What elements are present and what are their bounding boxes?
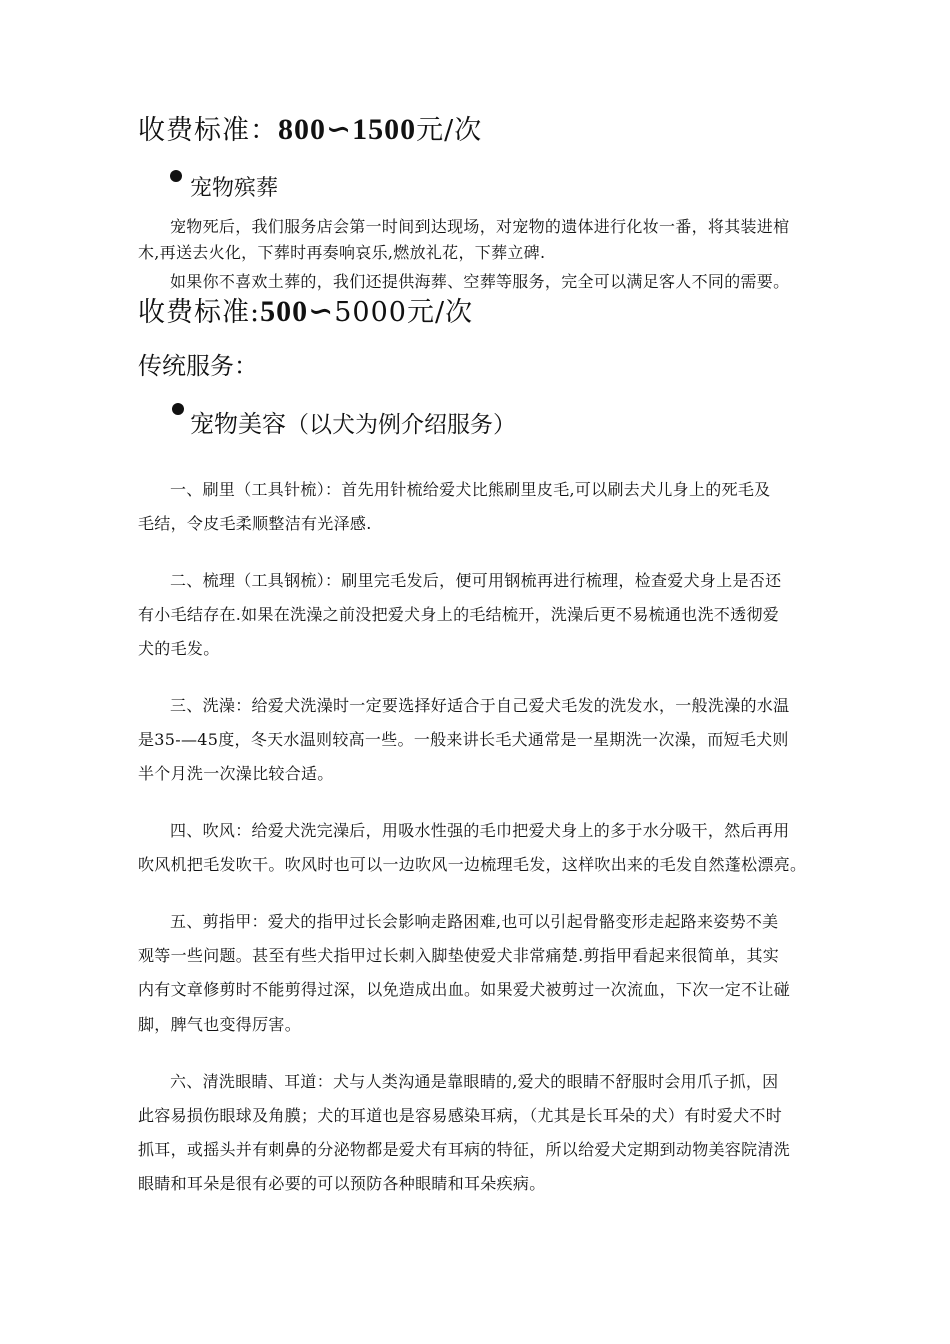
grooming-title: 宠物美容	[190, 410, 286, 438]
item-6-line: 此容易损伤眼球及角膜；犬的耳道也是容易感染耳病，（尤其是长耳朵的犬）有时爱犬不时	[138, 1106, 783, 1125]
fee-label: 收费标准:	[138, 297, 261, 328]
item-1-line: 毛结，令皮毛柔顺整洁有光泽感.	[138, 514, 372, 533]
fee-standard-1	[138, 108, 482, 147]
item-6-line: 六、清洗眼睛、耳道：犬与人类沟通是靠眼睛的,爱犬的眼睛不舒服时会用爪子抓，因	[170, 1072, 779, 1091]
paragraph-line: 如果你不喜欢土葬的，我们还提供海葬、空葬等服务，完全可以满足客人不同的需要。	[170, 272, 790, 291]
item-3-line: 三、洗澡：给爱犬洗澡时一定要选择好适合于自己爱犬毛发的洗发水，一般洗澡的水温	[170, 696, 790, 715]
item-6-line: 眼睛和耳朵是很有必要的可以预防各种眼睛和耳朵疾病。	[138, 1174, 546, 1193]
item-5-line: 内有文章修剪时不能剪得过深，以免造成出血。如果爱犬被剪过一次流血，下次一定不让碰	[138, 980, 791, 999]
item-5-line: 脚，脾气也变得厉害。	[138, 1015, 302, 1034]
item-3-line: 半个月洗一次澡比较合适。	[138, 764, 334, 783]
fee-amount: 800∽1500	[278, 113, 417, 146]
paragraph-line: 木,再送去火化，下葬时再奏响哀乐,燃放礼花，下葬立碑.	[138, 243, 546, 262]
grooming-subtitle: （以犬为例介绍服务）	[286, 412, 516, 438]
section-title-grooming	[190, 404, 516, 439]
traditional-services-heading: 传统服务：	[138, 352, 258, 380]
paragraph-line: 宠物死后，我们服务店会第一时间到达现场，对宠物的遗体进行化妆一番，将其装进棺	[170, 217, 790, 236]
fee-label: 收费标准：	[138, 115, 278, 146]
bullet-icon	[172, 403, 184, 415]
bullet-icon	[170, 170, 182, 182]
fee-amount-rest: 5000	[334, 297, 407, 328]
item-2-line: 犬的毛发。	[138, 639, 220, 658]
item-2-line: 二、梳理（工具钢梳）：刷里完毛发后，便可用钢梳再进行梳理，检查爱犬身上是否还	[170, 571, 782, 590]
item-3-line: 是35-—45度，冬天水温则较高一些。一般来讲长毛犬通常是一星期洗一次澡，而短毛犬则	[138, 730, 789, 749]
item-5-line: 五、剪指甲：爱犬的指甲过长会影响走路困难,也可以引起骨骼变形走起路来姿势不美	[170, 912, 779, 931]
item-4-line: 四、吹风：给爱犬洗完澡后，用吸水性强的毛巾把爱犬身上的多于水分吸干，然后再用	[170, 821, 790, 840]
item-4-line: 吹风机把毛发吹干。吹风时也可以一边吹风一边梳理毛发，这样吹出来的毛发自然蓬松漂亮。	[138, 855, 807, 874]
item-6-line: 抓耳，或摇头并有刺鼻的分泌物都是爱犬有耳病的特征，所以给爱犬定期到动物美容院清洗	[138, 1140, 791, 1159]
item-1-line: 一、刷里（工具针梳）：首先用针梳给爱犬比熊刷里皮毛,可以刷去犬儿身上的死毛及	[170, 480, 771, 499]
item-5-line: 观等一些问题。甚至有些犬指甲过长刺入脚垫使爱犬非常痛楚.剪指甲看起来很简单，其实	[138, 946, 780, 965]
fee-standard-2	[138, 290, 473, 329]
fee-unit: 元/次	[406, 297, 474, 328]
section-title-funeral: 宠物殡葬	[190, 176, 279, 201]
item-2-line: 有小毛结存在.如果在洗澡之前没把爱犬身上的毛结梳开，洗澡后更不易梳通也洗不透彻爱	[138, 605, 780, 624]
fee-amount: 500∽	[260, 295, 335, 328]
fee-unit: 元/次	[416, 115, 483, 146]
